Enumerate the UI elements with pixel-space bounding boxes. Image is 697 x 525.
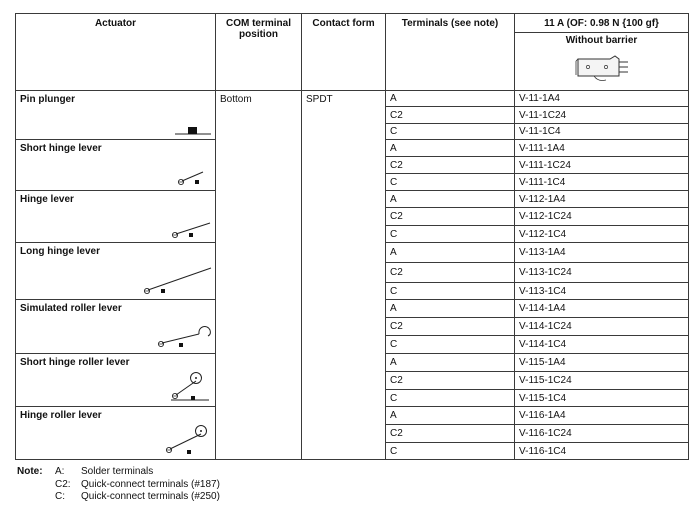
actuator-cell [16, 243, 216, 300]
note-label: Note: [17, 466, 43, 477]
note-code: C: [55, 491, 65, 502]
actuator-name: Short hinge roller lever [20, 357, 130, 368]
note-code: C2: [55, 478, 71, 490]
terminal-code: C [386, 226, 515, 243]
note-code: A: [55, 466, 65, 477]
actuator-cell [16, 191, 216, 243]
terminal-code: A [386, 243, 515, 263]
without-barrier-label: Without barrier [565, 35, 638, 46]
model-number: V-112-1C4 [515, 226, 689, 243]
terminal-code: C2 [386, 425, 515, 443]
terminal-code: A [386, 300, 515, 318]
product-spec-table [15, 13, 689, 460]
terminal-code: A [386, 354, 515, 372]
terminal-code: C [386, 336, 515, 354]
model-number: V-113-1C4 [515, 283, 689, 300]
contact-form: SPDT [302, 91, 386, 460]
model-number: V-111-1C4 [515, 174, 689, 191]
terminal-code: C [386, 390, 515, 407]
terminal-code: C [386, 283, 515, 300]
actuator-name: Pin plunger [20, 94, 75, 105]
terminal-code: C2 [386, 318, 515, 336]
note-text: Solder terminals [81, 466, 154, 477]
model-number: V-115-1A4 [515, 354, 689, 372]
note-block [17, 466, 220, 504]
model-number: V-114-1A4 [515, 300, 689, 318]
terminal-code: A [386, 407, 515, 425]
terminal-code: C2 [386, 157, 515, 174]
terminal-code: C2 [386, 372, 515, 390]
terminal-code: C2 [386, 107, 515, 124]
actuator-cell [16, 91, 216, 140]
terminal-code: C [386, 443, 515, 460]
actuator-name: Long hinge lever [20, 246, 101, 257]
model-number: V-114-1C4 [515, 336, 689, 354]
terminal-code: C [386, 124, 515, 140]
model-number: V-11-1C24 [515, 107, 689, 124]
terminal-code: C2 [386, 263, 515, 283]
actuator-cell [16, 407, 216, 460]
terminal-code: A [386, 191, 515, 208]
header-terminals: Terminals (see note) [386, 14, 515, 91]
model-number: V-116-1C4 [515, 443, 689, 460]
model-number: V-11-1A4 [515, 91, 689, 107]
model-number: V-112-1C24 [515, 208, 689, 226]
actuator-cell [16, 354, 216, 407]
header-actuator: Actuator [16, 14, 216, 91]
actuator-name: Simulated roller lever [20, 303, 122, 314]
header-contact-form: Contact form [302, 14, 386, 91]
model-number: V-113-1C24 [515, 263, 689, 283]
com-terminal-position: Bottom [216, 91, 302, 460]
model-number: V-111-1C24 [515, 157, 689, 174]
model-number: V-112-1A4 [515, 191, 689, 208]
actuator-name: Short hinge lever [20, 143, 102, 154]
actuator-name: Hinge roller lever [20, 410, 102, 421]
actuator-name: Hinge lever [20, 194, 74, 205]
terminal-code: C2 [386, 208, 515, 226]
table-row [16, 91, 689, 107]
model-number: V-111-1A4 [515, 140, 689, 157]
model-number: V-11-1C4 [515, 124, 689, 140]
header-com-terminal: COM terminal position [216, 14, 302, 91]
model-number: V-116-1A4 [515, 407, 689, 425]
terminal-code: A [386, 91, 515, 107]
terminal-code: C [386, 174, 515, 191]
header-rating: 11 A (OF: 0.98 N {100 gf} [515, 14, 689, 33]
note-text: Quick-connect terminals (#250) [81, 491, 220, 502]
model-number: V-114-1C24 [515, 318, 689, 336]
actuator-cell [16, 140, 216, 191]
model-number: V-113-1A4 [515, 243, 689, 263]
header-without-barrier [515, 33, 689, 91]
terminal-code: A [386, 140, 515, 157]
actuator-cell [16, 300, 216, 354]
model-number: V-115-1C4 [515, 390, 689, 407]
micro-switch-icon [572, 50, 632, 84]
model-number: V-116-1C24 [515, 425, 689, 443]
model-number: V-115-1C24 [515, 372, 689, 390]
note-text: Quick-connect terminals (#187) [81, 478, 220, 490]
